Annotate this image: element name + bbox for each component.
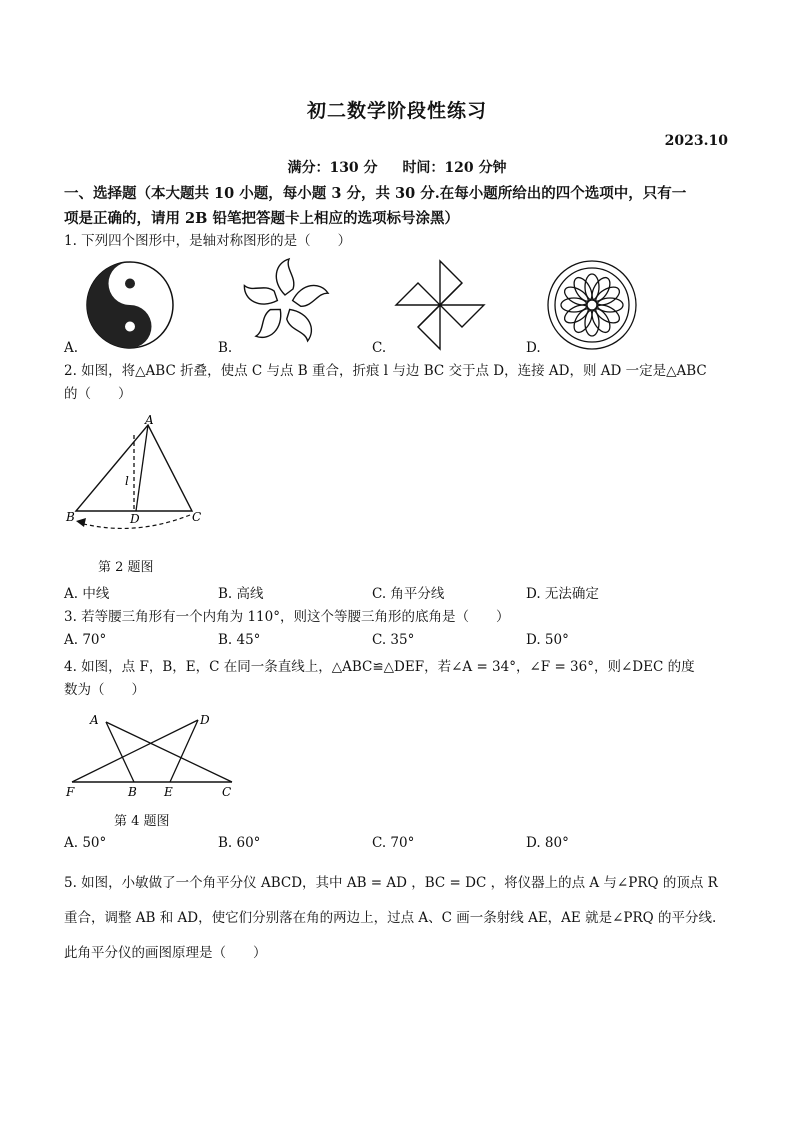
segment-ab (106, 722, 134, 782)
q1-stem: 1. 下列四个图形中，是轴对称图形的是（ ） (64, 233, 352, 249)
q2-stem (64, 360, 734, 406)
q2-stem-line2: 的（ ） (64, 386, 132, 402)
point-e: E (164, 785, 173, 799)
triangle-pinwheel-figure (396, 261, 484, 349)
q4-option-a[interactable]: A. 50° (64, 835, 107, 851)
q4-figure (62, 708, 242, 803)
q2-figure (62, 415, 222, 540)
q4-stem (64, 656, 734, 702)
q3-option-b[interactable]: B. 45° (218, 632, 261, 648)
q2-option-d[interactable]: D. 无法确定 (526, 586, 599, 602)
q5-line2: 重合，调整 AB 和 AD，使它们分别落在角的两边上，过点 A、C 画一条射线 AE，AE 就是∠PRQ 的平分线. (64, 910, 717, 926)
segment-df (72, 720, 198, 782)
q4-option-d[interactable]: D. 80° (526, 835, 569, 851)
exam-date: 2023.10 (664, 133, 728, 149)
q5-line3: 此角平分仪的画图原理是（ ） (64, 945, 267, 961)
q4-caption: 第 4 题图 (114, 814, 170, 829)
score-info: 满分：130 分 (287, 160, 378, 176)
point-d: D (130, 512, 140, 526)
q1-label-c[interactable]: C. (372, 340, 387, 356)
q3-stem: 3. 若等腰三角形有一个内角为 110°，则这个等腰三角形的底角是（ ） (64, 609, 510, 625)
q2-option-b[interactable]: B. 高线 (218, 586, 264, 602)
petal-pinwheel-figure (240, 259, 329, 344)
q4-stem-line2: 数为（ ） (64, 682, 145, 698)
q1-label-a[interactable]: A. (64, 340, 79, 356)
q5-stem (64, 866, 734, 971)
point-b: B (128, 785, 137, 799)
yin-yang-figure (87, 262, 173, 348)
q2-option-c[interactable]: C. 角平分线 (372, 586, 445, 602)
point-a: A (145, 415, 154, 427)
q5-line1: 5. 如图，小敏做了一个角平分仪 ABCD，其中 AB = AD ，BC = DC ，将仪器上的点 A 与∠PRQ 的顶点 R (64, 875, 718, 891)
time-info: 时间：120 分钟 (402, 160, 507, 176)
q1-label-b[interactable]: B. (218, 340, 233, 356)
q3-option-d[interactable]: D. 50° (526, 632, 569, 648)
q4-option-c[interactable]: C. 70° (372, 835, 415, 851)
label-l: l (125, 474, 129, 488)
exam-meta (0, 157, 794, 177)
q1-label-d[interactable]: D. (526, 340, 541, 356)
section-heading (64, 181, 734, 231)
q2-caption: 第 2 题图 (98, 560, 154, 575)
point-f: F (66, 785, 75, 799)
q1-figures (60, 255, 740, 355)
q2-stem-line1: 2. 如图，将△ABC 折叠，使点 C 与点 B 重合，折痕 l 与边 BC 交于点 D，连接 AD，则 AD 一定是△ABC (64, 363, 707, 379)
point-c: C (222, 785, 232, 799)
segment-ac (106, 722, 232, 782)
point-c: C (192, 510, 202, 524)
q3-option-c[interactable]: C. 35° (372, 632, 415, 648)
section-heading-line2: 项是正确的，请用 2B 铅笔把答题卡上相应的选项标号涂黑） (64, 210, 459, 227)
segment-de (170, 720, 198, 782)
flower-circle-figure (548, 261, 636, 349)
point-d: D (200, 713, 210, 727)
section-heading-line1: 一、选择题（本大题共 10 小题，每小题 3 分，共 30 分.在每小题所给出的四个选项中，只有一 (64, 185, 687, 202)
point-b: B (66, 510, 75, 524)
q3-option-a[interactable]: A. 70° (64, 632, 107, 648)
arrow-head (76, 518, 86, 527)
q4-option-b[interactable]: B. 60° (218, 835, 261, 851)
q4-stem-line1: 4. 如图，点 F，B，E，C 在同一条直线上，△ABC≌△DEF，若∠A = 34°，∠F = 36°，则∠DEC 的度 (64, 659, 695, 675)
point-a: A (90, 713, 99, 727)
page-title: 初二数学阶段性练习 (306, 100, 487, 122)
q2-option-a[interactable]: A. 中线 (64, 586, 110, 602)
